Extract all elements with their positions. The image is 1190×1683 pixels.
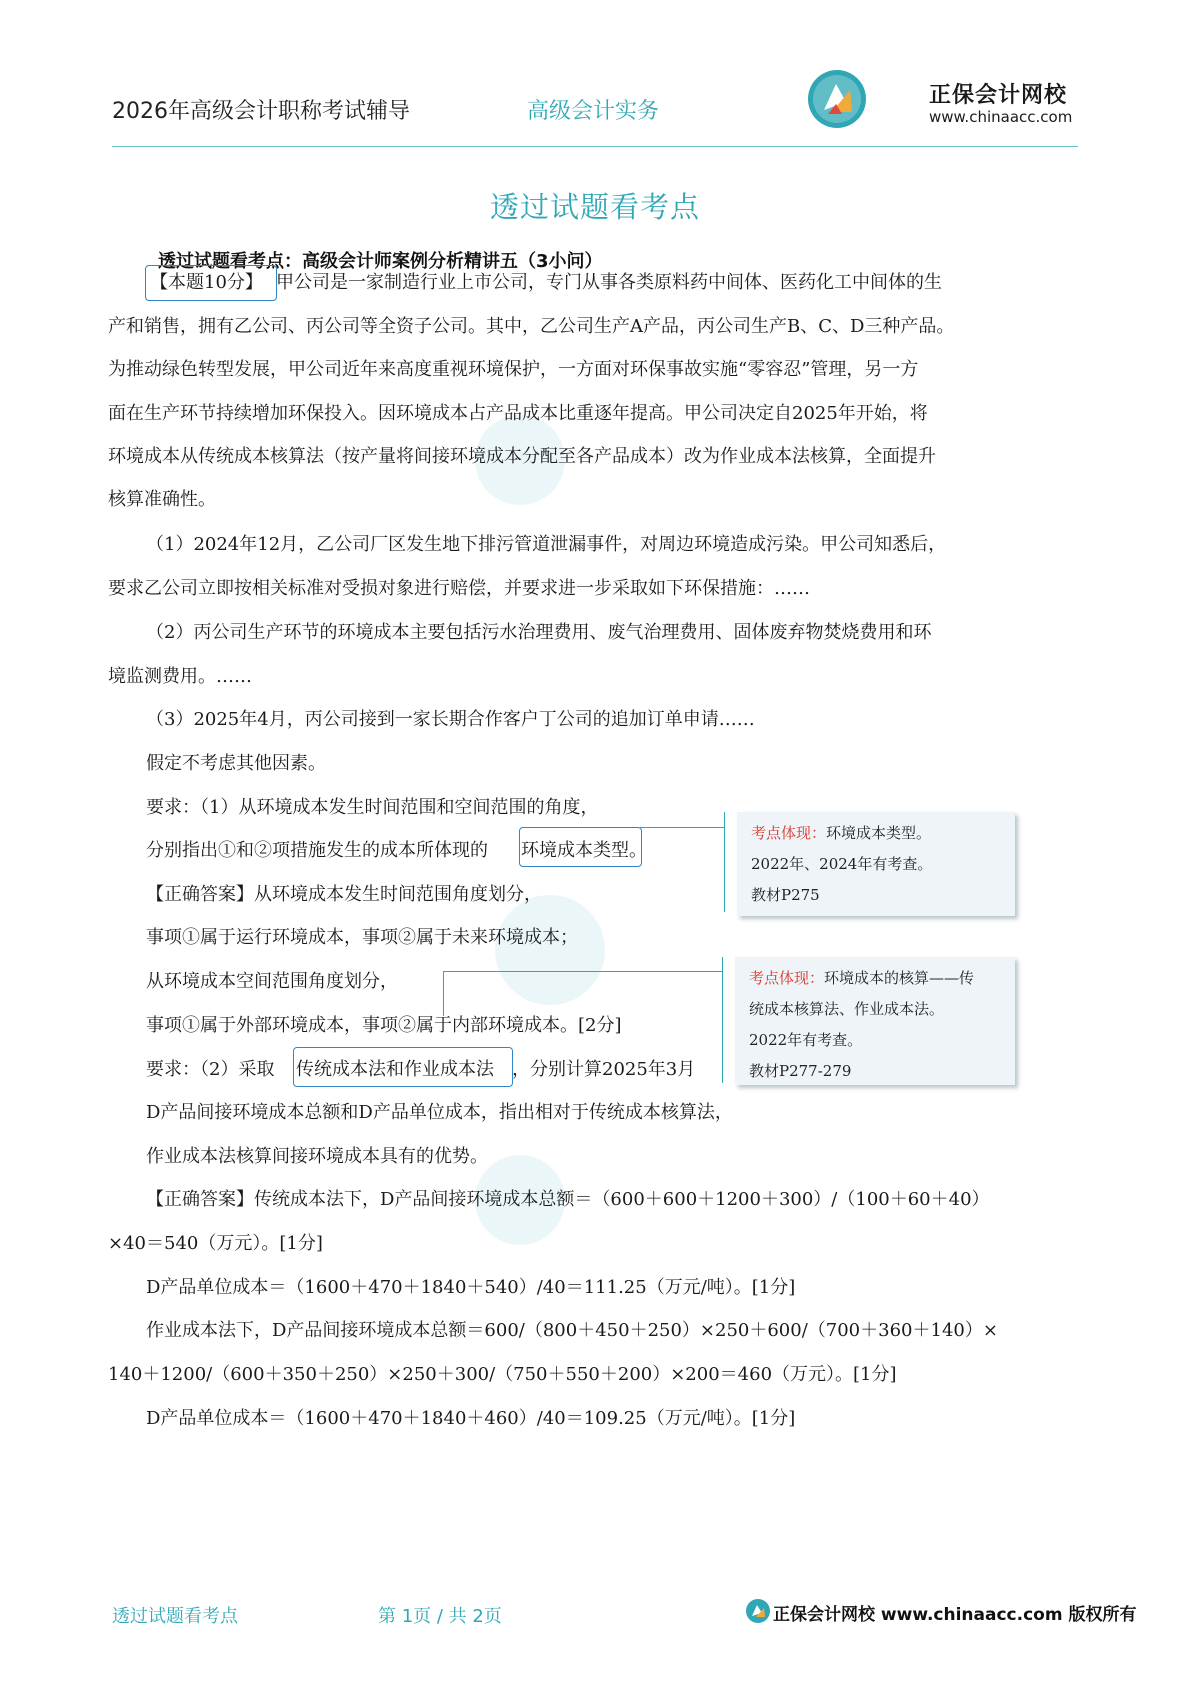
requirement-2-line: 作业成本法核算间接环境成本具有的优势。	[146, 1146, 488, 1167]
requirement-1-line: 分别指出①和②项措施发生的成本所体现的	[146, 840, 488, 861]
answer-2-line: D产品单位成本＝（1600＋470＋1840＋460）/40＝109.25（万元/吨）。[1分]	[146, 1408, 796, 1429]
note-text: 2022年有考查。	[749, 1031, 863, 1049]
intro-line: 为推动绿色转型发展，甲公司近年来高度重视环境保护，一方面对环保事故实施“零容忍”管理，另一方	[108, 359, 919, 380]
connector-line	[443, 971, 444, 1016]
intro-line: 面在生产环节持续增加环保投入。因环境成本占产品成本比重逐年提高。甲公司决定自2025年开始，将	[108, 403, 928, 424]
page-number: 第 1页 / 共 2页	[378, 1606, 502, 1627]
answer-2-line: D产品单位成本＝（1600＋470＋1840＋540）/40＝111.25（万元/吨）。[1分]	[146, 1277, 796, 1298]
logo-mark-icon	[806, 68, 868, 130]
note-text: 教材P275	[751, 886, 820, 904]
note-label: 考点体现：	[749, 969, 825, 987]
note-text: 统成本核算法、作业成本法。	[749, 1000, 945, 1018]
answer-1-line: 【正确答案】从环境成本发生时间范围角度划分，	[146, 884, 542, 905]
item-2-line: 境监测费用。……	[108, 666, 252, 687]
requirement-2-line: D产品间接环境成本总额和D产品单位成本，指出相对于传统成本核算法，	[146, 1102, 733, 1123]
header-title: 2026年高级会计职称考试辅导	[112, 99, 410, 124]
answer-2-line: 作业成本法下，D产品间接环境成本总额＝600/（800＋450＋250）×250＋600/（700＋360＋140）×	[146, 1320, 998, 1341]
exam-point-note	[737, 812, 1015, 916]
footer-left: 透过试题看考点	[112, 1606, 238, 1627]
connector-line	[443, 971, 722, 972]
answer-2-line: 【正确答案】传统成本法下，D产品间接环境成本总额＝（600＋600＋1200＋300）/（100＋60＋40）	[146, 1189, 990, 1210]
requirement-2-line: ，分别计算2025年3月	[512, 1059, 696, 1080]
footer-logo-icon	[745, 1598, 771, 1624]
answer-2-line: 140＋1200/（600＋350＋250）×250＋300/（750＋550＋200）×200＝460（万元）。[1分]	[108, 1364, 897, 1385]
assumption-line: 假定不考虑其他因素。	[146, 753, 326, 774]
footer-copyright: 正保会计网校 www.chinaacc.com 版权所有	[773, 1605, 1137, 1625]
score-tag: 【本题10分】	[150, 272, 263, 293]
logo-url: www.chinaacc.com	[929, 108, 1073, 126]
connector-line	[722, 957, 723, 1083]
highlight-text: 传统成本法和作业成本法	[296, 1059, 494, 1080]
logo-name: 正保会计网校	[929, 83, 1068, 108]
item-1-line: （1）2024年12月，乙公司厂区发生地下排污管道泄漏事件，对周边环境造成污染。甲公司知悉后，	[146, 534, 947, 555]
highlight-text: 环境成本类型。	[521, 840, 647, 861]
intro-line: 环境成本从传统成本核算法（按产量将间接环境成本分配至各产品成本）改为作业成本法核算，全面提升	[108, 446, 936, 467]
answer-1-line: 从环境成本空间范围角度划分，	[146, 971, 398, 992]
item-3-line: （3）2025年4月，丙公司接到一家长期合作客户丁公司的追加订单申请……	[146, 709, 755, 730]
answer-1-line: 事项①属于运行环境成本，事项②属于未来环境成本；	[146, 927, 578, 948]
page-subtitle: 透过试题看考点：高级会计师案例分析精讲五（3小问）	[158, 251, 603, 272]
answer-2-line: ×40＝540（万元）。[1分]	[108, 1233, 323, 1254]
header-divider	[112, 146, 1078, 147]
answer-1-line: 事项①属于外部环境成本，事项②属于内部环境成本。[2分]	[146, 1015, 622, 1036]
intro-line: 核算准确性。	[108, 489, 216, 510]
note-text: 环境成本的核算——传	[824, 969, 975, 987]
note-label: 考点体现：	[751, 824, 827, 842]
connector-line	[640, 827, 724, 828]
connector-line	[724, 812, 725, 912]
header-subject: 高级会计实务	[527, 99, 660, 124]
item-2-line: （2）丙公司生产环节的环境成本主要包括污水治理费用、废气治理费用、固体废弃物焚烧费用和环	[146, 622, 932, 643]
requirement-1-line: 要求：（1）从环境成本发生时间范围和空间范围的角度，	[146, 797, 599, 818]
exam-point-note	[735, 957, 1015, 1085]
note-text: 环境成本类型。	[826, 824, 932, 842]
intro-line: 甲公司是一家制造行业上市公司，专门从事各类原料药中间体、医药化工中间体的生	[276, 272, 942, 293]
page-title: 透过试题看考点	[489, 190, 700, 224]
item-1-line: 要求乙公司立即按相关标准对受损对象进行赔偿，并要求进一步采取如下环保措施：……	[108, 578, 810, 599]
note-text: 教材P277-279	[749, 1062, 852, 1080]
intro-line: 产和销售，拥有乙公司、丙公司等全资子公司。其中，乙公司生产A产品，丙公司生产B、C、D三种产品。	[108, 316, 955, 337]
note-text: 2022年、2024年有考查。	[751, 855, 933, 873]
requirement-2-line: 要求：（2）采取	[146, 1059, 275, 1080]
